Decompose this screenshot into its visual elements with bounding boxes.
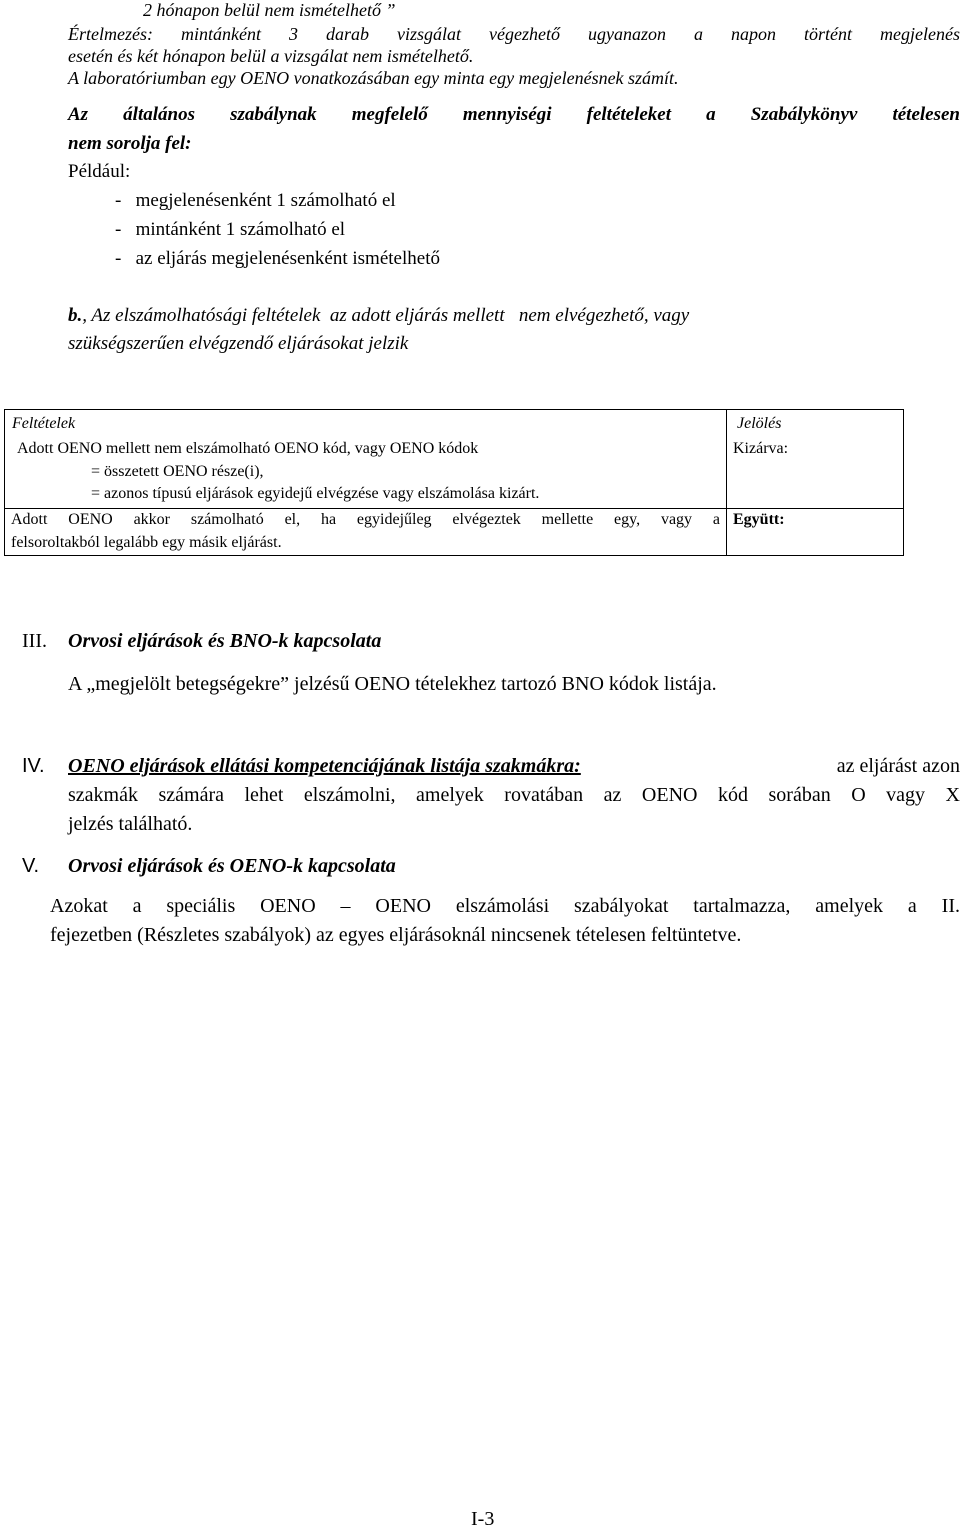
table-header-conditions: Feltételek — [12, 415, 76, 432]
table-row1-text-1: Adott OENO mellett nem elszámolható OENO kód, vagy OENO kódok — [17, 440, 479, 457]
section-4-line-2: szakmák számára lehet elszámolni, amelyek rovatában az OENO kód sorában O vagy X — [68, 784, 960, 806]
bold-rule-line-1: Az általános szabálynak megfelelő mennyiségi feltételeket a Szabálykönyv tételesen — [68, 104, 960, 125]
table-row1-text-3: = azonos típusú eljárások egyidejű elvégzése vagy elszámolása kizárt. — [91, 485, 540, 502]
intro-line-2: Értelmezés: mintánként 3 darab vizsgálat végezhető ugyanazon a napon történt megjelenés — [68, 24, 960, 44]
intro-line-1: 2 hónapon belül nem ismételhető ” — [143, 0, 396, 20]
section-4-line-1 — [68, 755, 960, 778]
section-5-number: V. — [22, 855, 40, 877]
table-row1-text-2: = összetett OENO része(i), — [91, 463, 264, 480]
example-item: - megjelenésenként 1 számolható el — [115, 190, 396, 211]
section-4-title: OENO eljárások ellátási kompetenciájának listája szakmákra: — [68, 755, 581, 777]
section-3-body: A „megjelölt betegségekre” jelzésű OENO tételekhez tartozó BNO kódok listája. — [68, 673, 717, 695]
intro-line-3: esetén és két hónapon belül a vizsgálat nem ismételhető. — [68, 46, 474, 66]
section-b-marker: b. — [68, 305, 83, 326]
table-row2-text-1: Adott OENO akkor számolható el, ha egyidejűleg elvégeztek mellette egy, vagy a — [11, 511, 720, 528]
table-row2-marking: Együtt: — [733, 511, 785, 528]
example-item: - az eljárás megjelenésenként ismételhető — [115, 248, 440, 269]
section-3-number: III. — [22, 630, 47, 652]
section-5-line-1: Azokat a speciális OENO – OENO elszámolási szabályokat tartalmazza, amelyek a II. — [50, 895, 960, 917]
section-3-title: Orvosi eljárások és BNO-k kapcsolata — [68, 630, 382, 652]
section-5-line-2: fejezetben (Részletes szabályok) az egyes eljárásoknál nincsenek tételesen feltüntetve. — [50, 924, 742, 946]
section-4-line-3: jelzés található. — [68, 813, 193, 835]
section-4-number: IV. — [22, 755, 45, 777]
rules-table — [4, 409, 904, 556]
table-row-divider — [5, 508, 903, 509]
example-item: - mintánként 1 számolható el — [115, 219, 346, 240]
section-b-text: , Az elszámolhatósági feltételek az adott eljárás mellett nem elvégezhető, vagy — [82, 305, 690, 326]
section-5-title: Orvosi eljárások és OENO-k kapcsolata — [68, 855, 396, 877]
page-number: I-3 — [471, 1508, 495, 1530]
table-header-marking: Jelölés — [737, 415, 782, 432]
section-b-line-2: szükségszerűen elvégzendő eljárásokat jelzik — [68, 333, 409, 354]
table-row1-marking: Kizárva: — [733, 440, 789, 457]
section-4-body-start: az eljárást azon — [836, 755, 960, 777]
section-b-line-1 — [68, 305, 960, 327]
bold-rule-line-2: nem sorolja fel: — [68, 133, 192, 154]
table-column-divider — [726, 410, 727, 555]
example-label: Például: — [68, 161, 131, 182]
table-row2-text-2: felsoroltakból legalább egy másik eljárást. — [11, 534, 282, 551]
intro-line-4: A laboratóriumban egy OENO vonatkozásában egy minta egy megjelenésnek számít. — [68, 68, 679, 88]
